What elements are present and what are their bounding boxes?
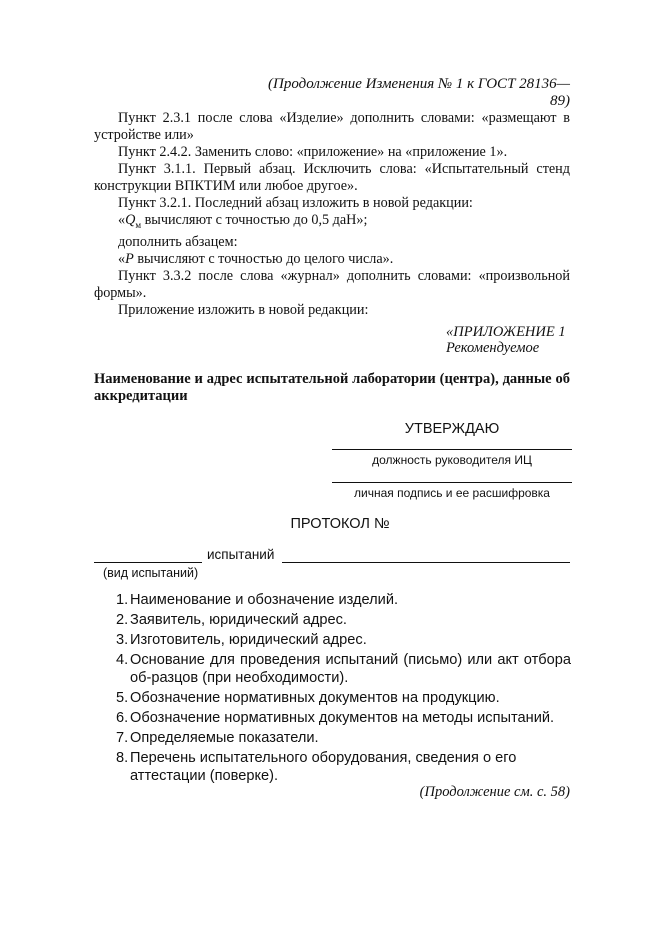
paragraph-3-3-2: Пункт 3.3.2 после слова «журнал» дополнить словами: «произвольной формы». <box>94 267 570 301</box>
appendix-instruction: Приложение изложить в новой редакции: <box>118 301 369 318</box>
signature-caption: личная подпись и ее расшифровка <box>354 486 550 500</box>
appendix-subtitle: Рекомендуемое <box>446 340 540 356</box>
list-item <box>116 611 571 629</box>
test-type-caption: (вид испытаний) <box>103 566 199 580</box>
list-item-text: Обозначение нормативных документов на продукцию. <box>130 690 500 706</box>
list-item-number: 2. <box>116 612 129 628</box>
qm-rest: вычисляют с точностью до 0,5 даН»; <box>141 212 368 228</box>
list-item <box>116 729 571 747</box>
list-item-text: Заявитель, юридический адрес. <box>130 612 347 628</box>
test-type-line <box>94 562 202 563</box>
list-item <box>116 631 571 649</box>
list-item-number: 8. <box>116 750 129 766</box>
qm-subscript: м <box>135 219 142 230</box>
list-item-number: 3. <box>116 632 129 648</box>
p-quote-open: « <box>118 250 126 267</box>
list-item <box>116 689 571 707</box>
p-symbol: P <box>125 250 134 267</box>
footer-continuation-note: (Продолжение см. с. 58) <box>419 784 570 800</box>
lab-heading: Наименование и адрес испытательной лаборатории (центра), данные об аккредитации <box>94 371 570 404</box>
list-item-text: Обозначение нормативных документов на методы испытаний. <box>130 710 555 726</box>
qm-quote-open: « <box>118 212 126 228</box>
list-item <box>116 651 571 687</box>
paragraph-3-1-1: Пункт 3.1.1. Первый абзац. Исключить слова: «Испытательный стенд конструкции ВПКТИМ или любое другое». <box>94 161 570 194</box>
list-item <box>116 591 571 609</box>
position-caption: должность руководителя ИЦ <box>372 453 532 467</box>
appendix-title: «ПРИЛОЖЕНИЕ 1 <box>446 324 566 340</box>
p-rest: вычисляют с точностью до целого числа». <box>133 250 394 267</box>
tests-line <box>282 562 570 563</box>
list-item-number: 4. <box>116 652 129 668</box>
list-item-number: 7. <box>116 730 129 746</box>
list-item-text: Наименование и обозначение изделий. <box>130 592 399 608</box>
qm-formula-line <box>94 212 570 234</box>
list-item-text: Определяемые показатели. <box>130 730 319 746</box>
header-continuation-note: (Продолжение Изменения № 1 к ГОСТ 28136—89) <box>268 76 570 109</box>
amendment-body <box>94 110 570 319</box>
signature-line <box>332 482 572 483</box>
list-item-text: Изготовитель, юридический адрес. <box>130 632 367 648</box>
list-item <box>116 709 571 727</box>
p-formula-line <box>94 251 570 268</box>
approve-label: УТВЕРЖДАЮ <box>404 421 500 437</box>
qm-symbol: Q <box>125 212 136 228</box>
list-item-number: 6. <box>116 710 129 726</box>
paragraph-3-2-1: Пункт 3.2.1. Последний абзац изложить в новой редакции: <box>118 195 473 211</box>
protocol-title: ПРОТОКОЛ № <box>290 516 390 532</box>
position-line <box>332 449 572 450</box>
list-item-number: 1. <box>116 592 129 608</box>
list-item-number: 5. <box>116 690 129 706</box>
list-item-text: Основание для проведения испытаний (письмо) или акт отбора об-разцов (при необходимости). <box>130 652 571 686</box>
list-item <box>116 749 571 785</box>
paragraph-2-4-2: Пункт 2.4.2. Заменить слово: «приложение» на «приложение 1». <box>118 144 508 160</box>
add-paragraph-line: дополнить абзацем: <box>118 233 238 250</box>
list-item-text: Перечень испытательного оборудования, сведения о его аттестации (поверке). <box>130 750 517 784</box>
protocol-items-list <box>116 591 571 785</box>
tests-word: испытаний <box>207 547 275 562</box>
paragraph-2-3-1: Пункт 2.3.1 после слова «Изделие» дополнить словами: «размещают в устройстве или» <box>94 110 570 143</box>
